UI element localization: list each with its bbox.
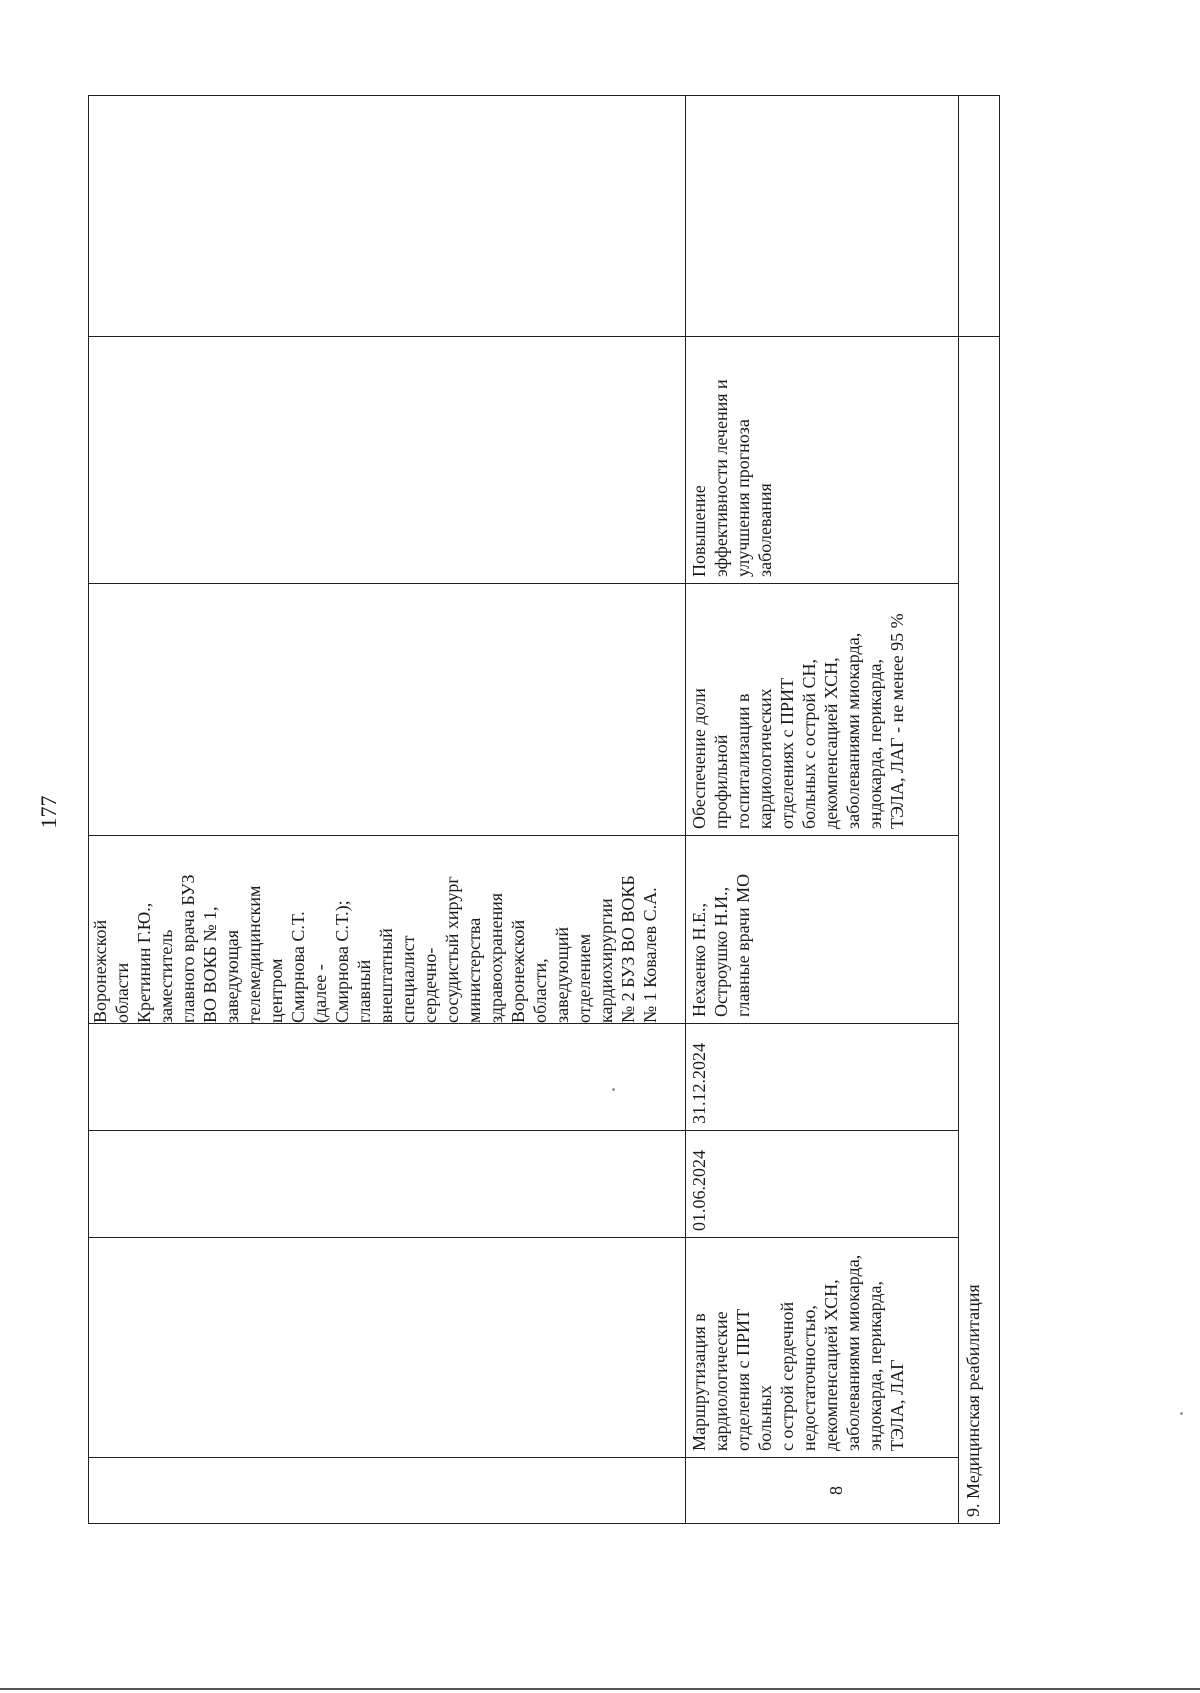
section-9-extra [959, 96, 1000, 337]
row-8-result-lines [688, 343, 776, 577]
responsible-line: Смирнова С.Т. [288, 911, 308, 1023]
responsible-line: области [112, 962, 132, 1023]
result-line: Повышение [689, 485, 709, 577]
row-8-indicator-lines [688, 590, 908, 829]
cell-prev-extra [89, 96, 686, 337]
responsible-line: заведующий [552, 927, 572, 1023]
result-line: эффективности лечения и [711, 379, 731, 577]
responsible-line: кардиохирургии [596, 898, 616, 1023]
responsible-line: заместитель [156, 929, 176, 1023]
page-number: 177 [36, 795, 61, 829]
measures-table [88, 95, 1000, 1524]
responsible-line: Смирнова С.Т.); [332, 900, 352, 1023]
responsible-line: отделением [574, 933, 594, 1023]
event-line: декомпенсацией ХСН, [821, 1279, 841, 1451]
row-8-start-date: 01.06.2024 [686, 1131, 959, 1238]
responsible-line: внештатный [376, 928, 396, 1023]
indicator-line: профильной [711, 734, 731, 829]
responsible-line: телемедицинским [244, 885, 264, 1023]
responsible-line: ВО ВОКБ № 1, [200, 906, 220, 1023]
table-row-section-9 [959, 96, 1000, 1524]
indicator-line: Обеспечение доли [689, 688, 709, 829]
indicator-line: отделениях с ПРИТ [777, 677, 797, 829]
indicator-line: декомпенсацией ХСН, [821, 657, 841, 829]
indicator-line: эндокарда, перикарда, [865, 658, 885, 829]
responsible-line: № 1 Ковалев С.А. [640, 887, 660, 1023]
cell-prev-indicator [89, 584, 686, 836]
responsible-line: области, [530, 958, 550, 1023]
row-8-responsible [686, 836, 959, 1024]
row-8-responsible-lines [688, 842, 754, 1017]
event-line: недостаточностью, [799, 1305, 819, 1451]
responsible-line: заведующая [222, 930, 242, 1023]
event-line: с острой сердечной [777, 1301, 797, 1451]
table-row-8 [686, 96, 959, 1524]
row-8-result [686, 337, 959, 584]
responsible-line: (далее - [310, 964, 330, 1023]
indicator-line: госпитализации в [733, 693, 753, 829]
responsible-line: центром [266, 958, 286, 1023]
row-8-event [686, 1238, 959, 1458]
responsible-line: № 2 БУЗ ВО ВОКБ [618, 875, 638, 1023]
indicator-line: ТЭЛА, ЛАГ - не менее 95 % [887, 613, 907, 829]
scan-speck [612, 1088, 615, 1091]
cell-prev-start [89, 1131, 686, 1238]
row-8-extra [686, 96, 959, 337]
event-line: заболеваниями миокарда, [843, 1254, 863, 1451]
document-table-rotator [88, 96, 983, 1524]
responsible-line: здравоохранения [486, 892, 506, 1023]
event-line: Маршрутизация в [689, 1313, 709, 1451]
responsible-line: министерства [464, 917, 484, 1023]
event-line: ТЭЛА, ЛАГ [887, 1359, 907, 1451]
indicator-line: больных с острой СН, [799, 659, 819, 829]
document-table-holder [88, 96, 983, 1524]
section-9-title: 9. Медицинская реабилитация [959, 337, 1000, 1524]
responsible-line: Кретинин Г.Ю., [134, 902, 154, 1023]
row-8-end-date: 31.12.2024 [686, 1024, 959, 1131]
responsible-line: главные врачи МО [733, 873, 753, 1017]
cell-prev-result [89, 337, 686, 584]
cell-prev-event [89, 1238, 686, 1458]
responsible-line: Остроушко Н.И., [711, 886, 731, 1017]
cell-prev-responsible [89, 836, 686, 1024]
indicator-line: заболеваниями миокарда, [843, 632, 863, 829]
responsible-line: сердечно- [420, 947, 440, 1023]
event-line: отделения с ПРИТ больных [733, 1308, 775, 1451]
result-line: заболевания [755, 483, 775, 577]
result-line: улучшения прогноза [733, 419, 753, 577]
responsible-line: Воронежской [508, 919, 528, 1023]
responsible-line: главный [354, 959, 374, 1023]
cell-prev-number [89, 1458, 686, 1524]
responsible-line: Нехаенко Н.Е., [689, 903, 709, 1017]
row-8-number: 8 [686, 1458, 959, 1524]
responsible-line: специалист [398, 935, 418, 1023]
event-line: кардиологические [711, 1311, 731, 1451]
prev-responsible-lines [89, 836, 661, 1023]
responsible-line: главного врача БУЗ [178, 874, 198, 1023]
cell-prev-end [89, 1024, 686, 1131]
responsible-line: Воронежской [90, 919, 110, 1023]
responsible-line: сосудистый хирург [442, 876, 462, 1023]
scan-bottom-edge [0, 1688, 1200, 1690]
row-8-event-lines [688, 1244, 908, 1451]
scan-speck [1180, 1412, 1183, 1415]
event-line: эндокарда, перикарда, [865, 1280, 885, 1451]
row-8-indicator [686, 584, 959, 836]
indicator-line: кардиологических [755, 688, 775, 829]
table-row-previous [89, 96, 686, 1524]
